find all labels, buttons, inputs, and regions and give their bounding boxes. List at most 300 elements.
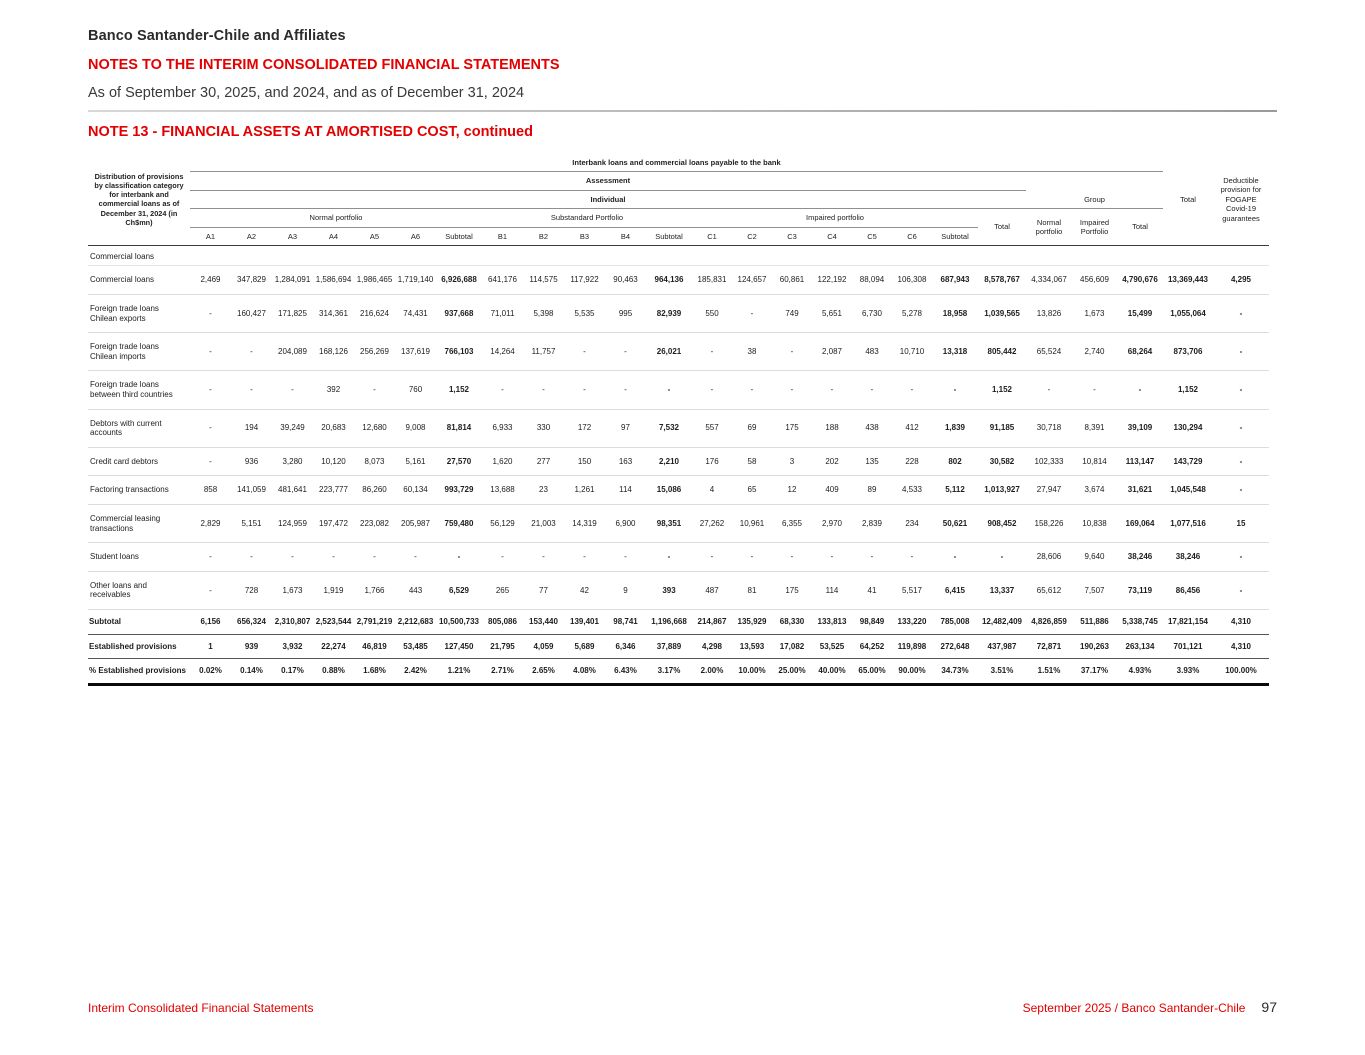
cell: 2,791,219: [354, 609, 395, 634]
row-label: Foreign trade loans between third countries: [88, 371, 190, 409]
section-header: Commercial loans: [88, 245, 1269, 266]
cell: -: [1026, 371, 1072, 409]
cell: 3,932: [272, 634, 313, 659]
cell: 38: [732, 333, 772, 371]
table-row: [88, 609, 1269, 634]
cell: -: [1213, 371, 1269, 409]
cell: 77: [523, 571, 564, 609]
cell: 139,401: [564, 609, 605, 634]
cell: 4,059: [523, 634, 564, 659]
col-header-a2: A2: [231, 227, 272, 245]
cell: 10,961: [732, 505, 772, 543]
cell: 2,523,544: [313, 609, 354, 634]
cell: 60,134: [395, 476, 436, 505]
cell: 114: [605, 476, 646, 505]
cell: 114,575: [523, 266, 564, 295]
cell: -: [1213, 543, 1269, 572]
cell: 4,310: [1213, 634, 1269, 659]
cell: 98,849: [852, 609, 892, 634]
cell: 143,729: [1163, 447, 1213, 476]
cell: 2,210: [646, 447, 692, 476]
cell: 939: [231, 634, 272, 659]
cell: 8,073: [354, 447, 395, 476]
cell: 158,226: [1026, 505, 1072, 543]
cell: -: [732, 543, 772, 572]
cell: 277: [523, 447, 564, 476]
cell: 30,718: [1026, 409, 1072, 447]
cell: 12,680: [354, 409, 395, 447]
cell: 216,624: [354, 295, 395, 333]
row-label: Foreign trade loans Chilean imports: [88, 333, 190, 371]
cell: 11,757: [523, 333, 564, 371]
cell: 37.17%: [1072, 659, 1117, 685]
table-section-row: [88, 245, 1269, 266]
note-title: NOTE 13 - FINANCIAL ASSETS AT AMORTISED COST, continued: [88, 124, 533, 140]
cell: 409: [812, 476, 852, 505]
table-row: [88, 505, 1269, 543]
col-header-c6: C6: [892, 227, 932, 245]
cell: 873,706: [1163, 333, 1213, 371]
cell: 127,450: [436, 634, 482, 659]
cell: 5,651: [812, 295, 852, 333]
cell: 40.00%: [812, 659, 852, 685]
table-row: [88, 659, 1269, 685]
cell: 65.00%: [852, 659, 892, 685]
header-substandard-portfolio: Substandard Portfolio: [482, 209, 692, 227]
table-row: [88, 409, 1269, 447]
cell: 65,612: [1026, 571, 1072, 609]
table-row: [88, 371, 1269, 409]
cell: 1.68%: [354, 659, 395, 685]
cell: 53,525: [812, 634, 852, 659]
cell: 785,008: [932, 609, 978, 634]
cell: -: [732, 371, 772, 409]
col-header-a1: A1: [190, 227, 231, 245]
cell: 113,147: [1117, 447, 1163, 476]
cell: 185,831: [692, 266, 732, 295]
cell: 81: [732, 571, 772, 609]
cell: 7,532: [646, 409, 692, 447]
cell: 265: [482, 571, 523, 609]
cell: 13,337: [978, 571, 1026, 609]
cell: 4.08%: [564, 659, 605, 685]
cell: 25.00%: [772, 659, 812, 685]
cell: 38,246: [1163, 543, 1213, 572]
cell: 9,640: [1072, 543, 1117, 572]
cell: 6,933: [482, 409, 523, 447]
cell: 64,252: [852, 634, 892, 659]
cell: 550: [692, 295, 732, 333]
cell: 805,086: [482, 609, 523, 634]
cell: 805,442: [978, 333, 1026, 371]
cell: 3.51%: [978, 659, 1026, 685]
cell: 393: [646, 571, 692, 609]
cell: 205,987: [395, 505, 436, 543]
document-title: NOTES TO THE INTERIM CONSOLIDATED FINANCIAL STATEMENTS: [88, 57, 560, 73]
cell: 13,688: [482, 476, 523, 505]
cell: 13,318: [932, 333, 978, 371]
cell: 4: [692, 476, 732, 505]
cell: 58: [732, 447, 772, 476]
cell: -: [523, 371, 564, 409]
cell: 557: [692, 409, 732, 447]
cell: 701,121: [1163, 634, 1213, 659]
cell: -: [354, 543, 395, 572]
cell: 153,440: [523, 609, 564, 634]
page-footer: [88, 999, 1277, 1015]
cell: 6,415: [932, 571, 978, 609]
cell: 1,673: [272, 571, 313, 609]
cell: -: [564, 333, 605, 371]
cell: 38,246: [1117, 543, 1163, 572]
cell: 1: [190, 634, 231, 659]
cell: 1,039,565: [978, 295, 1026, 333]
cell: 150: [564, 447, 605, 476]
header-grand-total: Total: [1163, 154, 1213, 245]
cell: 641,176: [482, 266, 523, 295]
cell: 12,482,409: [978, 609, 1026, 634]
cell: 31,621: [1117, 476, 1163, 505]
cell: -: [482, 543, 523, 572]
cell: 10,814: [1072, 447, 1117, 476]
cell: 483: [852, 333, 892, 371]
col-header-b1: B1: [482, 227, 523, 245]
cell: 7,507: [1072, 571, 1117, 609]
cell: 687,943: [932, 266, 978, 295]
cell: 995: [605, 295, 646, 333]
col-header-b2: B2: [523, 227, 564, 245]
cell: 18,958: [932, 295, 978, 333]
cell: 98,741: [605, 609, 646, 634]
cell: 12: [772, 476, 812, 505]
cell: 197,472: [313, 505, 354, 543]
cell: 1,077,516: [1163, 505, 1213, 543]
cell: -: [852, 543, 892, 572]
cell: 8,578,767: [978, 266, 1026, 295]
cell: 5,398: [523, 295, 564, 333]
cell: 487: [692, 571, 732, 609]
cell: 5,689: [564, 634, 605, 659]
cell: 6,156: [190, 609, 231, 634]
cell: -: [1213, 476, 1269, 505]
cell: -: [564, 371, 605, 409]
cell: -: [395, 543, 436, 572]
cell: -: [646, 543, 692, 572]
cell: 90.00%: [892, 659, 932, 685]
cell: -: [1117, 371, 1163, 409]
col-header-a5: A5: [354, 227, 395, 245]
cell: 4.93%: [1117, 659, 1163, 685]
table-row: [88, 634, 1269, 659]
cell: 2,740: [1072, 333, 1117, 371]
cell: -: [436, 543, 482, 572]
cell: 42: [564, 571, 605, 609]
col-header-c1: C1: [692, 227, 732, 245]
cell: -: [231, 333, 272, 371]
cell: 9: [605, 571, 646, 609]
cell: 314,361: [313, 295, 354, 333]
cell: 1,620: [482, 447, 523, 476]
cell: 46,819: [354, 634, 395, 659]
cell: 1.21%: [436, 659, 482, 685]
cell: 728: [231, 571, 272, 609]
col-header-b3: B3: [564, 227, 605, 245]
cell: 3,674: [1072, 476, 1117, 505]
cell: 39,249: [272, 409, 313, 447]
cell: 4,310: [1213, 609, 1269, 634]
cell: 137,619: [395, 333, 436, 371]
cell: 176: [692, 447, 732, 476]
footer-right: [1023, 999, 1277, 1015]
cell: -: [932, 543, 978, 572]
cell: -: [1213, 333, 1269, 371]
col-header-b4: B4: [605, 227, 646, 245]
cell: 6,355: [772, 505, 812, 543]
cell: -: [354, 371, 395, 409]
cell: 234: [892, 505, 932, 543]
cell: 6,529: [436, 571, 482, 609]
cell: 6,900: [605, 505, 646, 543]
cell: 2,212,683: [395, 609, 436, 634]
cell: 28,606: [1026, 543, 1072, 572]
cell: 124,657: [732, 266, 772, 295]
cell: 4,334,067: [1026, 266, 1072, 295]
cell: 2,970: [812, 505, 852, 543]
cell: 993,729: [436, 476, 482, 505]
cell: 3.17%: [646, 659, 692, 685]
cell: 1,586,694: [313, 266, 354, 295]
cell: -: [1213, 571, 1269, 609]
row-label: Commercial leasing transactions: [88, 505, 190, 543]
cell: 68,330: [772, 609, 812, 634]
cell: -: [190, 333, 231, 371]
cell: 97: [605, 409, 646, 447]
cell: 72,871: [1026, 634, 1072, 659]
header-interbank: Interbank loans and commercial loans payable to the bank: [190, 154, 1163, 172]
cell: 1,839: [932, 409, 978, 447]
cell: 119,898: [892, 634, 932, 659]
row-label: Student loans: [88, 543, 190, 572]
cell: 5,517: [892, 571, 932, 609]
cell: 130,294: [1163, 409, 1213, 447]
cell: 172: [564, 409, 605, 447]
cell: 135,929: [732, 609, 772, 634]
cell: -: [190, 295, 231, 333]
col-header-subtotal: Subtotal: [436, 227, 482, 245]
header-group-total: Total: [1117, 209, 1163, 246]
cell: 511,886: [1072, 609, 1117, 634]
cell: 1,766: [354, 571, 395, 609]
cell: -: [231, 543, 272, 572]
cell: 168,126: [313, 333, 354, 371]
cell: 135: [852, 447, 892, 476]
cell: 30,582: [978, 447, 1026, 476]
header-group-impaired: Impaired Portfolio: [1072, 209, 1117, 246]
date-line: As of September 30, 2025, and 2024, and as of December 31, 2024: [88, 85, 525, 101]
cell: 37,889: [646, 634, 692, 659]
cell: -: [852, 371, 892, 409]
cell: -: [978, 543, 1026, 572]
cell: 223,777: [313, 476, 354, 505]
cell: -: [772, 543, 812, 572]
cell: -: [646, 371, 692, 409]
cell: 4,826,859: [1026, 609, 1072, 634]
cell: 5,535: [564, 295, 605, 333]
table-row: [88, 476, 1269, 505]
header-group: Group: [1026, 190, 1163, 208]
cell: -: [272, 371, 313, 409]
cell: 171,825: [272, 295, 313, 333]
cell: -: [1072, 371, 1117, 409]
header-normal-portfolio: Normal portfolio: [190, 209, 482, 227]
col-header-a3: A3: [272, 227, 313, 245]
cell: 124,959: [272, 505, 313, 543]
cell: 936: [231, 447, 272, 476]
cell: 68,264: [1117, 333, 1163, 371]
cell: 0.17%: [272, 659, 313, 685]
cell: 81,814: [436, 409, 482, 447]
cell: 88,094: [852, 266, 892, 295]
header-deductible: Deductible provision for FOGAPE Covid-19 guarantees: [1213, 154, 1269, 245]
cell: 13,826: [1026, 295, 1072, 333]
cell: -: [190, 571, 231, 609]
cell: 759,480: [436, 505, 482, 543]
cell: 133,220: [892, 609, 932, 634]
table-row: [88, 447, 1269, 476]
cell: 1,986,465: [354, 266, 395, 295]
cell: -: [812, 543, 852, 572]
cell: 0.02%: [190, 659, 231, 685]
cell: 5,161: [395, 447, 436, 476]
cell: -: [482, 371, 523, 409]
cell: -: [523, 543, 564, 572]
cell: 2,839: [852, 505, 892, 543]
cell: -: [605, 371, 646, 409]
cell: 2,087: [812, 333, 852, 371]
cell: 10,710: [892, 333, 932, 371]
cell: 1,152: [1163, 371, 1213, 409]
provisions-table: [88, 154, 1269, 686]
cell: 228: [892, 447, 932, 476]
cell: 2,829: [190, 505, 231, 543]
cell: -: [692, 543, 732, 572]
cell: 456,609: [1072, 266, 1117, 295]
cell: 6,346: [605, 634, 646, 659]
cell: 17,821,154: [1163, 609, 1213, 634]
cell: -: [772, 333, 812, 371]
cell: 65: [732, 476, 772, 505]
cell: 190,263: [1072, 634, 1117, 659]
cell: 10,120: [313, 447, 354, 476]
cell: 272,648: [932, 634, 978, 659]
cell: 169,064: [1117, 505, 1163, 543]
cell: 15,499: [1117, 295, 1163, 333]
cell: -: [1213, 447, 1269, 476]
table-row: [88, 571, 1269, 609]
cell: 86,260: [354, 476, 395, 505]
cell: 3.93%: [1163, 659, 1213, 685]
cell: 937,668: [436, 295, 482, 333]
cell: 114: [812, 571, 852, 609]
cell: 4,533: [892, 476, 932, 505]
cell: 4,295: [1213, 266, 1269, 295]
cell: 1,673: [1072, 295, 1117, 333]
row-label: % Established provisions: [88, 659, 190, 685]
cell: 2.71%: [482, 659, 523, 685]
cell: 17,082: [772, 634, 812, 659]
table-row: [88, 266, 1269, 295]
cell: -: [231, 371, 272, 409]
cell: -: [190, 371, 231, 409]
cell: 21,795: [482, 634, 523, 659]
cell: 91,185: [978, 409, 1026, 447]
cell: 56,129: [482, 505, 523, 543]
col-header-c3: C3: [772, 227, 812, 245]
cell: 443: [395, 571, 436, 609]
cell: 15,086: [646, 476, 692, 505]
cell: 73,119: [1117, 571, 1163, 609]
cell: 86,456: [1163, 571, 1213, 609]
cell: 2.65%: [523, 659, 564, 685]
cell: -: [692, 371, 732, 409]
cell: -: [190, 543, 231, 572]
header-individual: Individual: [190, 190, 1026, 208]
row-label: Foreign trade loans Chilean exports: [88, 295, 190, 333]
cell: -: [190, 409, 231, 447]
corner-label: Distribution of provisions by classification category for interbank and commercial loans as of December 31, 2024 (in Ch$mn): [88, 154, 190, 245]
cell: 6,926,688: [436, 266, 482, 295]
cell: 21,003: [523, 505, 564, 543]
cell: 90,463: [605, 266, 646, 295]
footer-date-text: September 2025 / Banco Santander-Chile: [1022, 1001, 1246, 1015]
cell: -: [892, 371, 932, 409]
cell: 256,269: [354, 333, 395, 371]
cell: 1,013,927: [978, 476, 1026, 505]
col-header-a6: A6: [395, 227, 436, 245]
cell: 106,308: [892, 266, 932, 295]
cell: 656,324: [231, 609, 272, 634]
cell: -: [313, 543, 354, 572]
cell: 65,524: [1026, 333, 1072, 371]
cell: 53,485: [395, 634, 436, 659]
col-header-c5: C5: [852, 227, 892, 245]
cell: 69: [732, 409, 772, 447]
cell: 1,196,668: [646, 609, 692, 634]
cell: 13,369,443: [1163, 266, 1213, 295]
row-label: Credit card debtors: [88, 447, 190, 476]
row-label: Factoring transactions: [88, 476, 190, 505]
cell: 4,790,676: [1117, 266, 1163, 295]
cell: -: [272, 543, 313, 572]
header-group-normal: Normal portfolio: [1026, 209, 1072, 246]
header-spacer: [1026, 172, 1163, 190]
cell: 347,829: [231, 266, 272, 295]
row-label: Established provisions: [88, 634, 190, 659]
cell: 214,867: [692, 609, 732, 634]
cell: -: [812, 371, 852, 409]
cell: 22,274: [313, 634, 354, 659]
cell: 122,192: [812, 266, 852, 295]
cell: 202: [812, 447, 852, 476]
cell: 760: [395, 371, 436, 409]
cell: 5,338,745: [1117, 609, 1163, 634]
footer-left-text: Interim Consolidated Financial Statements: [88, 1001, 314, 1015]
cell: 163: [605, 447, 646, 476]
cell: 8,391: [1072, 409, 1117, 447]
cell: 14,264: [482, 333, 523, 371]
cell: -: [932, 371, 978, 409]
table-row: [88, 543, 1269, 572]
